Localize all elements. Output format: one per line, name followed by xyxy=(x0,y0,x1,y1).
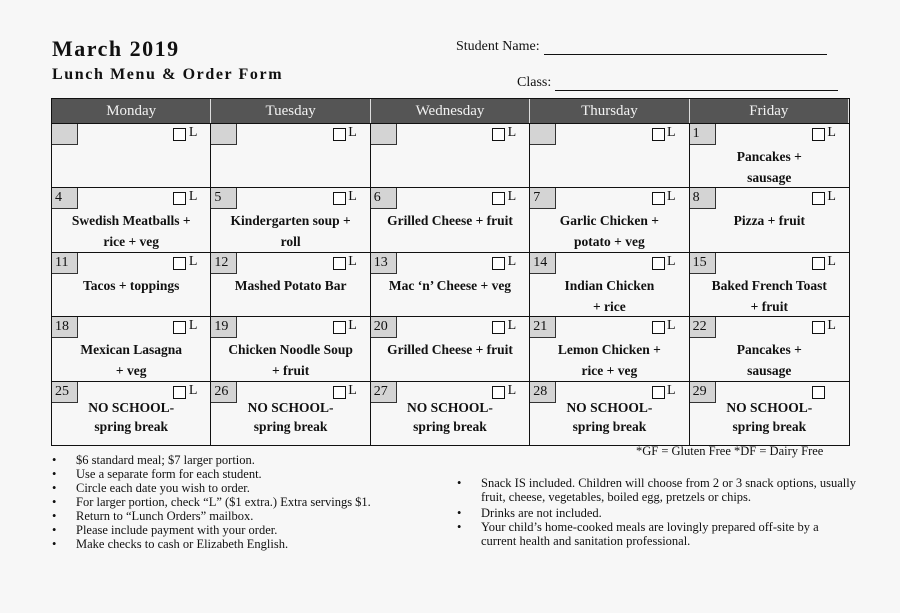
date-number: 14 xyxy=(530,253,556,274)
large-portion-checkbox[interactable] xyxy=(333,321,346,334)
date-number: 4 xyxy=(52,188,78,209)
day-cell[interactable] xyxy=(52,187,211,251)
large-portion-label: L xyxy=(667,318,676,334)
meal-text: Mac ‘n’ Cheese + veg xyxy=(388,277,512,293)
day-cell[interactable] xyxy=(690,316,849,380)
large-portion-label: L xyxy=(507,125,517,140)
day-header: Tuesday xyxy=(211,99,370,123)
large-portion-checkbox[interactable] xyxy=(492,128,505,141)
large-portion-checkbox[interactable] xyxy=(173,128,186,141)
meal-text: Pancakes + sausage xyxy=(736,342,802,379)
date-number: 20 xyxy=(371,317,397,338)
meal-information xyxy=(457,476,857,548)
meal-text: Grilled Cheese + fruit xyxy=(387,213,513,229)
large-portion-label: L xyxy=(348,125,357,140)
date-number: 28 xyxy=(530,382,556,403)
large-portion-label: L xyxy=(667,189,676,205)
large-portion-checkbox[interactable] xyxy=(173,257,186,270)
date-number: 18 xyxy=(52,317,78,338)
large-portion-label: L xyxy=(507,318,517,334)
day-header: Wednesday xyxy=(371,99,530,123)
day-cell[interactable] xyxy=(211,381,370,445)
large-portion-checkbox[interactable] xyxy=(652,321,665,334)
instruction-item: • Make checks to cash or Elizabeth English. xyxy=(52,537,442,551)
large-portion-checkbox[interactable] xyxy=(812,257,825,270)
day-cell[interactable] xyxy=(211,316,370,380)
date-number: 27 xyxy=(371,382,397,403)
large-portion-label: L xyxy=(188,382,198,398)
day-cell[interactable] xyxy=(530,187,689,251)
large-portion-checkbox[interactable] xyxy=(333,192,346,205)
large-portion-label: L xyxy=(667,253,676,269)
meal-text: Kindergarten soup + roll xyxy=(230,213,351,250)
instruction-item: • $6 standard meal; $7 larger portion. xyxy=(52,453,442,467)
meal-text: Lemon Chicken + rice + veg xyxy=(557,342,661,379)
date-number: 11 xyxy=(52,253,78,274)
meal-text: Pancakes + sausage xyxy=(736,149,802,185)
day-cell[interactable] xyxy=(211,123,370,187)
instruction-item: • Please include payment with your order. xyxy=(52,523,442,537)
day-cell[interactable] xyxy=(371,187,530,251)
date-number: 7 xyxy=(530,188,556,209)
large-portion-checkbox[interactable] xyxy=(173,321,186,334)
day-cell[interactable] xyxy=(52,316,211,380)
info-item: • Snack IS included. Children will choose from 2 or 3 snack options, usually fruit, cheese, vegetables, boiled egg, pretzels or chips. xyxy=(457,476,857,504)
meal-text: Baked French Toast + fruit xyxy=(711,277,827,314)
day-cell[interactable] xyxy=(371,316,530,380)
instruction-item: • Return to “Lunch Orders” mailbox. xyxy=(52,509,442,523)
diet-legend: *GF = Gluten Free *DF = Dairy Free xyxy=(636,444,824,458)
class-line[interactable] xyxy=(555,77,838,91)
date-number: 21 xyxy=(530,317,556,338)
large-portion-checkbox[interactable] xyxy=(333,128,346,141)
large-portion-label: L xyxy=(348,382,357,398)
large-portion-label: L xyxy=(188,253,198,269)
large-portion-checkbox[interactable] xyxy=(333,257,346,270)
date-number: 22 xyxy=(690,317,716,338)
date-number: 29 xyxy=(690,382,716,403)
date-number xyxy=(371,124,397,145)
meal-text: Indian Chicken + rice xyxy=(564,277,655,314)
meal-text: Chicken Noodle Soup + fruit xyxy=(228,342,353,379)
meal-text: NO SCHOOL- spring break xyxy=(247,399,334,434)
large-portion-label: L xyxy=(827,318,836,334)
large-portion-label: L xyxy=(507,189,517,205)
large-portion-label: L xyxy=(827,189,836,205)
meal-text: NO SCHOOL- spring break xyxy=(88,399,175,434)
date-number xyxy=(530,124,556,145)
day-cell[interactable] xyxy=(530,316,689,380)
large-portion-label: L xyxy=(827,125,836,140)
large-portion-label: L xyxy=(188,318,198,334)
large-portion-label: L xyxy=(667,382,676,398)
large-portion-label: L xyxy=(348,318,357,334)
large-portion-checkbox[interactable] xyxy=(173,192,186,205)
day-cell[interactable] xyxy=(690,381,849,445)
date-number: 25 xyxy=(52,382,78,403)
large-portion-checkbox[interactable] xyxy=(492,321,505,334)
day-cell[interactable] xyxy=(371,381,530,445)
day-cell[interactable] xyxy=(530,123,689,187)
day-cell[interactable] xyxy=(530,252,689,316)
large-portion-checkbox[interactable] xyxy=(652,257,665,270)
large-portion-checkbox[interactable] xyxy=(812,128,825,141)
student-name-line[interactable] xyxy=(544,41,827,55)
large-portion-label: L xyxy=(188,189,198,205)
meal-text: Garlic Chicken + potato + veg xyxy=(559,213,659,250)
date-number: 13 xyxy=(371,253,397,274)
class-field[interactable] xyxy=(517,75,838,91)
day-cell[interactable] xyxy=(690,252,849,316)
menu-subtitle: Lunch Menu & Order Form xyxy=(52,66,284,83)
date-number: 15 xyxy=(690,253,716,274)
instruction-item: • Use a separate form for each student. xyxy=(52,467,442,481)
day-cell[interactable] xyxy=(530,381,689,445)
info-item: • Drinks are not included. xyxy=(457,506,857,520)
meal-text: Grilled Cheese + fruit xyxy=(387,342,513,358)
large-portion-checkbox[interactable] xyxy=(812,192,825,205)
meal-text: Swedish Meatballs + rice + veg xyxy=(71,213,191,250)
meal-text: NO SCHOOL- spring break xyxy=(726,399,813,434)
large-portion-label: L xyxy=(348,253,357,269)
meal-text: NO SCHOOL- spring break xyxy=(566,399,653,434)
date-number: 8 xyxy=(690,188,716,209)
day-cell[interactable] xyxy=(371,123,530,187)
day-cell[interactable] xyxy=(52,381,211,445)
day-cell[interactable] xyxy=(211,187,370,251)
large-portion-label: L xyxy=(507,382,517,398)
large-portion-checkbox[interactable] xyxy=(652,192,665,205)
date-number: 6 xyxy=(371,188,397,209)
class-label: Class: xyxy=(517,75,552,90)
large-portion-checkbox[interactable] xyxy=(492,192,505,205)
menu-title: March 2019 xyxy=(52,36,180,61)
date-number: 26 xyxy=(211,382,237,403)
day-header: Thursday xyxy=(530,99,689,123)
meal-text: NO SCHOOL- spring break xyxy=(407,399,493,434)
day-cell[interactable] xyxy=(690,123,849,187)
large-portion-checkbox[interactable] xyxy=(652,128,665,141)
meal-text: Tacos + toppings xyxy=(82,277,180,293)
large-portion-checkbox[interactable] xyxy=(812,321,825,334)
large-portion-checkbox[interactable] xyxy=(492,257,505,270)
large-portion-label: L xyxy=(188,125,198,140)
student-name-field[interactable] xyxy=(456,39,827,55)
instruction-item: • Circle each date you wish to order. xyxy=(52,481,442,495)
instruction-item: • For larger portion, check “L” ($1 extra.) Extra servings $1. xyxy=(52,495,442,509)
info-item: • Your child’s home-cooked meals are lovingly prepared off-site by a current health and sanitation professional. xyxy=(457,520,857,548)
day-header: Friday xyxy=(690,99,849,123)
date-number: 5 xyxy=(211,188,237,209)
day-header: Monday xyxy=(52,99,211,123)
calendar-grid xyxy=(51,98,850,446)
meal-text: Pizza + fruit xyxy=(733,213,805,229)
large-portion-label: L xyxy=(507,253,517,269)
day-cell[interactable] xyxy=(371,252,530,316)
large-portion-label: L xyxy=(667,125,676,140)
large-portion-label: L xyxy=(827,253,836,269)
day-cell[interactable] xyxy=(52,123,211,187)
day-cell[interactable] xyxy=(52,252,211,316)
day-cell[interactable] xyxy=(211,252,370,316)
date-number xyxy=(211,124,237,145)
date-number: 12 xyxy=(211,253,237,274)
large-portion-label: L xyxy=(348,189,357,205)
date-number xyxy=(52,124,78,145)
date-number: 1 xyxy=(690,124,716,145)
student-name-label: Student Name: xyxy=(456,39,540,54)
day-cell[interactable] xyxy=(690,187,849,251)
meal-text: Mashed Potato Bar xyxy=(234,277,347,293)
order-instructions xyxy=(52,453,442,551)
meal-text: Mexican Lasagna + veg xyxy=(80,342,183,379)
date-number: 19 xyxy=(211,317,237,338)
